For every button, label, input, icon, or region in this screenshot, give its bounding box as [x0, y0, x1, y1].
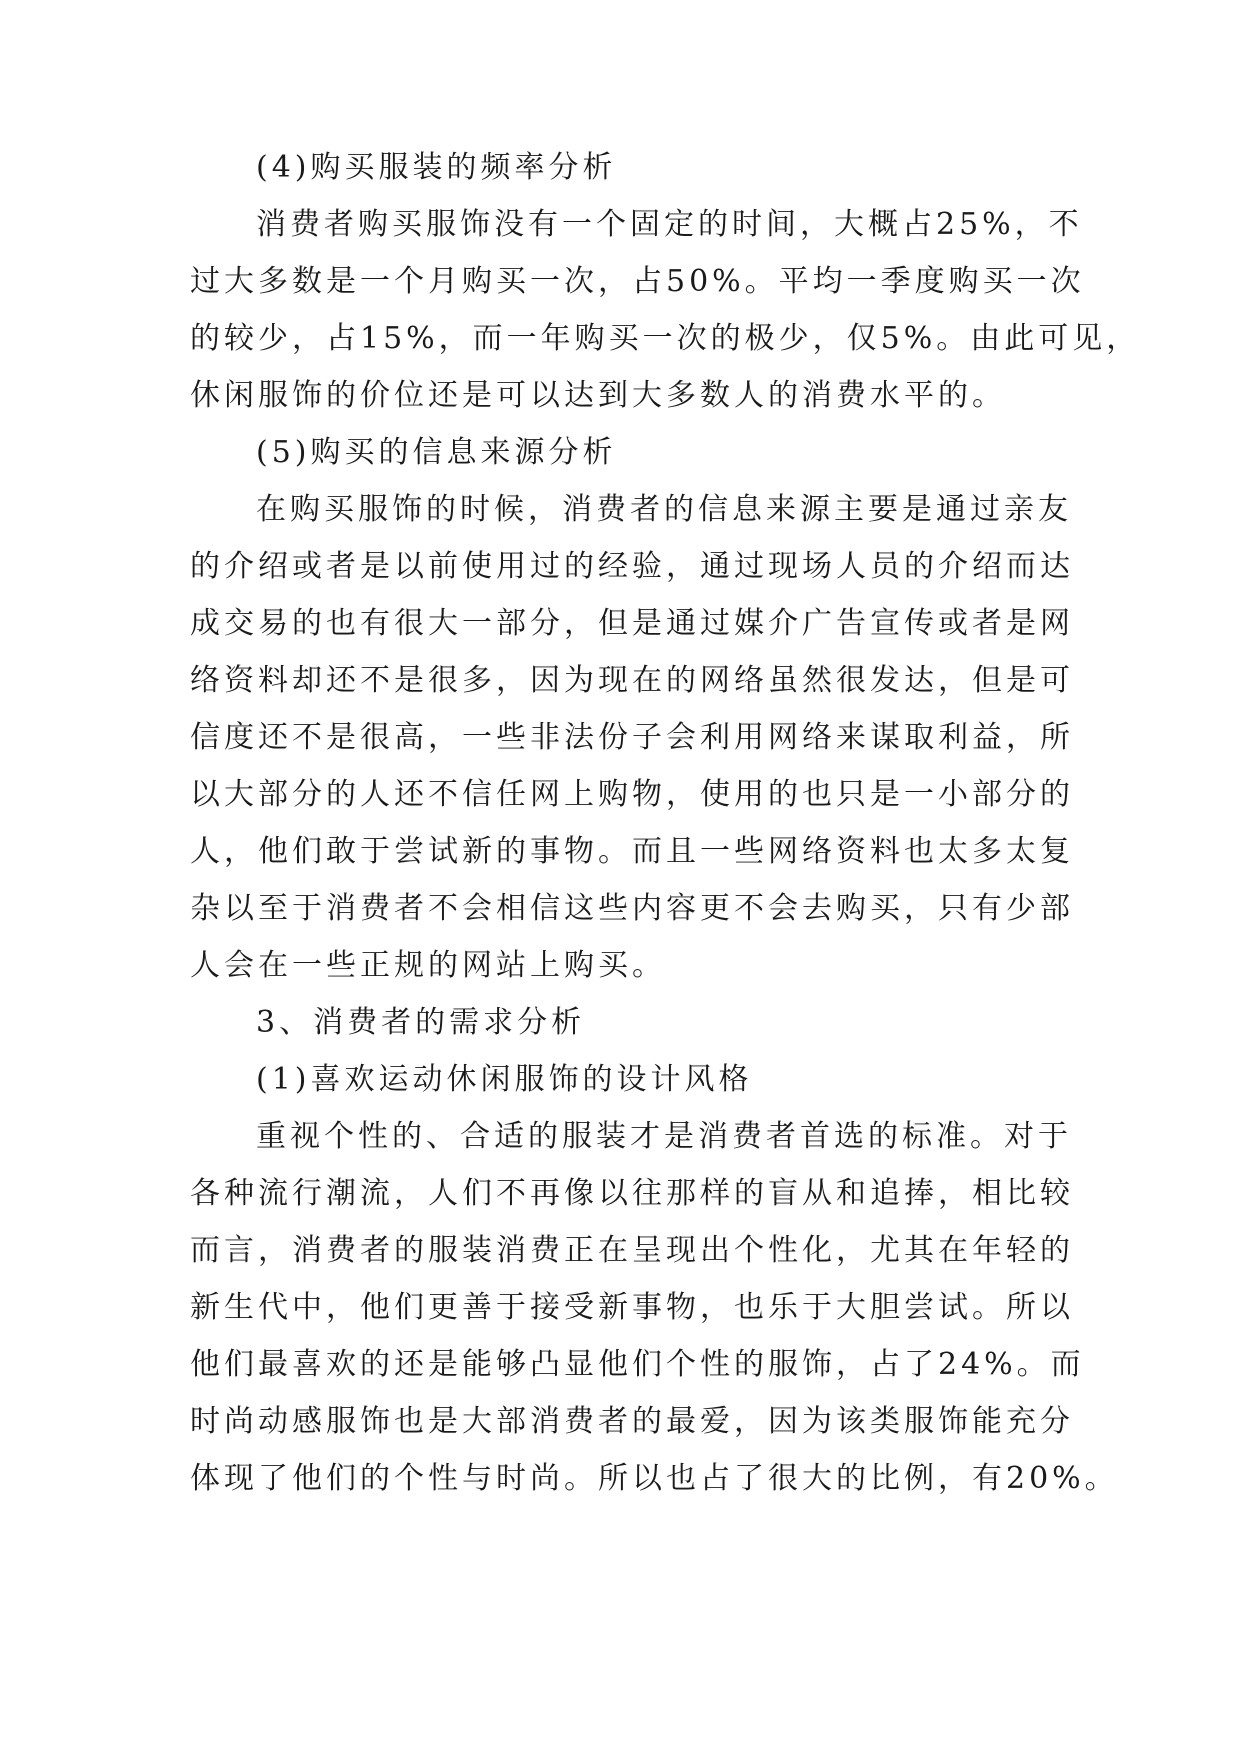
paragraph-line: 体现了他们的个性与时尚。所以也占了很大的比例，有20%。 — [190, 1461, 1119, 1496]
paragraph-line: 以大部分的人还不信任网上购物，使用的也只是一小部分的 — [190, 777, 1074, 812]
paragraph-line: 过大多数是一个月购买一次，占50%。平均一季度购买一次 — [190, 264, 1085, 299]
paragraph-line: 人，他们敢于尝试新的事物。而且一些网络资料也太多太复 — [190, 834, 1074, 869]
heading-consumer-demand: 3、消费者的需求分析 — [256, 1005, 586, 1040]
paragraph-line: 杂以至于消费者不会相信这些内容更不会去购买，只有少部 — [190, 891, 1074, 926]
heading-purchase-frequency: (4)购买服装的频率分析 — [256, 150, 617, 185]
paragraph-line: 络资料却还不是很多，因为现在的网络虽然很发达，但是可 — [190, 663, 1074, 698]
paragraph-line: 的介绍或者是以前使用过的经验，通过现场人员的介绍而达 — [190, 549, 1074, 584]
paragraph-line: 休闲服饰的价位还是可以达到大多数人的消费水平的。 — [190, 378, 1006, 413]
paragraph-line: 他们最喜欢的还是能够凸显他们个性的服饰，占了24%。而 — [190, 1347, 1085, 1382]
paragraph-line: 在购买服饰的时候，消费者的信息来源主要是通过亲友 — [256, 492, 1072, 527]
paragraph-line: 新生代中，他们更善于接受新事物，也乐于大胆尝试。所以 — [190, 1290, 1074, 1325]
heading-sport-casual-style: (1)喜欢运动休闲服饰的设计风格 — [256, 1062, 753, 1097]
paragraph-line: 信度还不是很高，一些非法份子会利用网络来谋取利益，所 — [190, 720, 1074, 755]
paragraph-line: 成交易的也有很大一部分，但是通过媒介广告宣传或者是网 — [190, 606, 1074, 641]
paragraph-line: 重视个性的、合适的服装才是消费者首选的标准。对于 — [256, 1119, 1072, 1154]
paragraph-line: 时尚动感服饰也是大部消费者的最爱，因为该类服饰能充分 — [190, 1404, 1074, 1439]
paragraph-line: 的较少，占15%，而一年购买一次的极少，仅5%。由此可见， — [190, 321, 1141, 356]
paragraph-line: 而言，消费者的服装消费正在呈现出个性化，尤其在年轻的 — [190, 1233, 1074, 1268]
paragraph-line: 消费者购买服饰没有一个固定的时间，大概占25%，不 — [256, 207, 1083, 242]
heading-information-source: (5)购买的信息来源分析 — [256, 435, 617, 470]
paragraph-line: 人会在一些正规的网站上购买。 — [190, 948, 666, 983]
paragraph-line: 各种流行潮流，人们不再像以往那样的盲从和追捧，相比较 — [190, 1176, 1074, 1211]
